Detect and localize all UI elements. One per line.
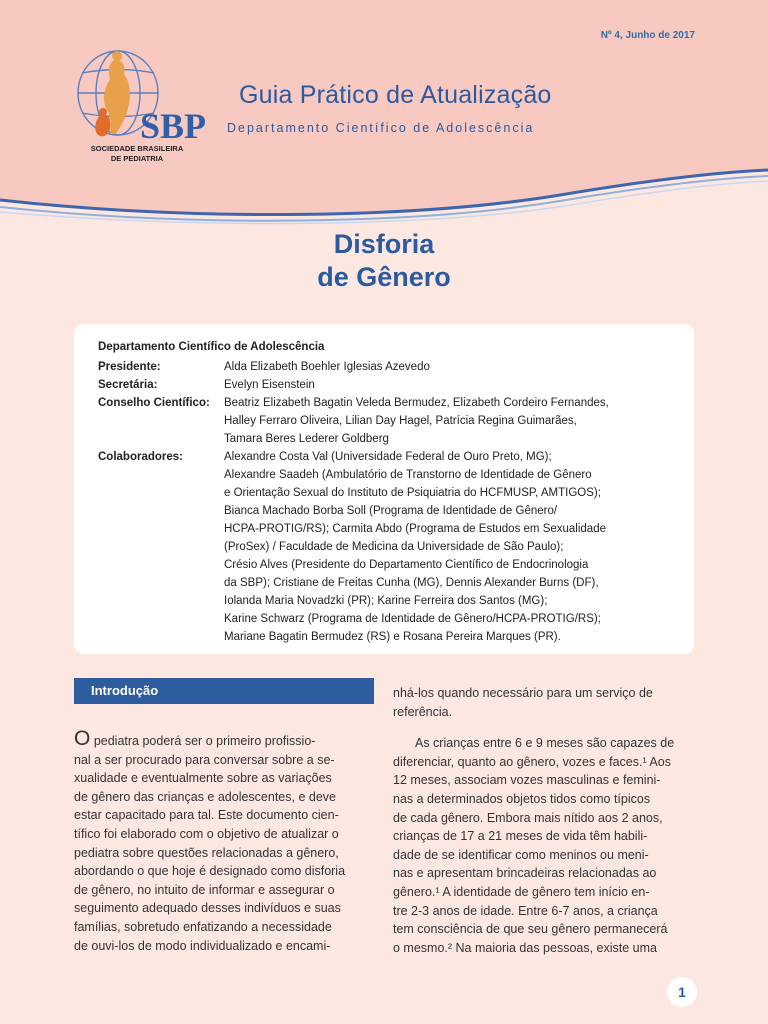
section-heading-bar bbox=[74, 678, 374, 704]
credits-heading: Departamento Científico de Adolescência bbox=[98, 341, 325, 353]
header-wave-decoration bbox=[0, 160, 768, 230]
guide-title: Guia Prático de Atualização bbox=[239, 81, 552, 109]
page-number: 1 bbox=[667, 977, 697, 1007]
issue-date: Nº 4, Junho de 2017 bbox=[600, 30, 695, 41]
body-column-left: O pediatra poderá ser o primeiro profissio- nal a ser procurado para conversar sobre a se- xualidade e eventualmente sobre as variações de gênero das crianças e adolescentes, e deve estar capacitado para tal. Este documento cien- tífico foi elaborado com o objetivo de atualizar o pediatra sobre questões relacionadas a gênero, abordando o que hoje é designado como disforia de gênero, no intuito de informar e assegurar o seguimento adequado desses indivíduos e suas famílias, sobretudo enfatizando a necessidade de ouvi-los de modo individualizado e encami- bbox=[74, 730, 376, 955]
drop-cap: O bbox=[74, 727, 91, 750]
logo-caption: SOCIEDADE BRASILEIRA DE PEDIATRIA bbox=[90, 144, 184, 163]
svg-text:SBP: SBP bbox=[140, 106, 207, 146]
department-subtitle: Departamento Científico de Adolescência bbox=[227, 121, 535, 135]
body-column-right: nhá-los quando necessário para um serviço de referência. As crianças entre 6 e 9 meses são capazes de diferenciar, quanto ao gênero, vozes e faces.¹ Aos 12 meses, associam vozes masculinas e femini- nas a determinados objetos tidos como típicos de cada gênero. Embora mais nítido aos 2 anos, crianças de 17 a 21 meses de vida têm habili- dade de se identificar como meninos ou meni- nas e apresentam brincadeiras relacionadas ao gênero.¹ A identidade de gênero tem início en- tre 2-3 anos de idade. Entre 6-7 anos, a criança tem consciência de que seu gênero permanecerá o mesmo.² Na maioria das pessoas, existe uma bbox=[393, 686, 675, 955]
document-title: Disforia de Gênero bbox=[317, 229, 451, 292]
section-heading: Introdução bbox=[91, 683, 159, 698]
credits-box: Departamento Científico de Adolescência Presidente: Alda Elizabeth Boehler Iglesias Azevedo Secretária: Evelyn Eisenstein Conselho Científico: Beatriz Elizabeth Bagatin Veleda Bermudez, Elizabeth Cordeiro Fernandes, Halley Ferraro Oliveira, Lilian Day Hagel, Patrícia Regina Guimarães, Tamara Beres Lederer Goldberg Colaboradores: Alexandre Costa Val (Universidade Federal de Ouro Preto, MG); Alexandre Saadeh (Ambulatório de Transtorno de Identidade de Gênero e Orientação Sexual do Instituto de Psiquiatria do HCFMUSP, AMTIGOS); Bianca Machado Borba Soll (Programa de Identidade de Gênero/ HCPA-PROTIG/RS); Carmita Abdo (Programa de Estudos em Sexualidade (ProSex) / Faculdade de Medicina da Universidade de São Paulo); Crésio Alves (Presidente do Departamento Científico de Endocrinologia da SBP); Cristiane de Freitas Cunha (MG), Dennis Alexander Burns (DF), Iolanda Maria Novadzki (PR); Karine Ferreira dos Santos (MG); Karine Schwarz (Programa de Identidade de Gênero/HCPA-PROTIG/RS); Mariane Bagatin Bermudez (RS) e Rosana Pereira Marques (PR). bbox=[74, 324, 694, 654]
first-paragraph-line: O pediatra poderá ser o primeiro profissio- bbox=[74, 727, 316, 750]
